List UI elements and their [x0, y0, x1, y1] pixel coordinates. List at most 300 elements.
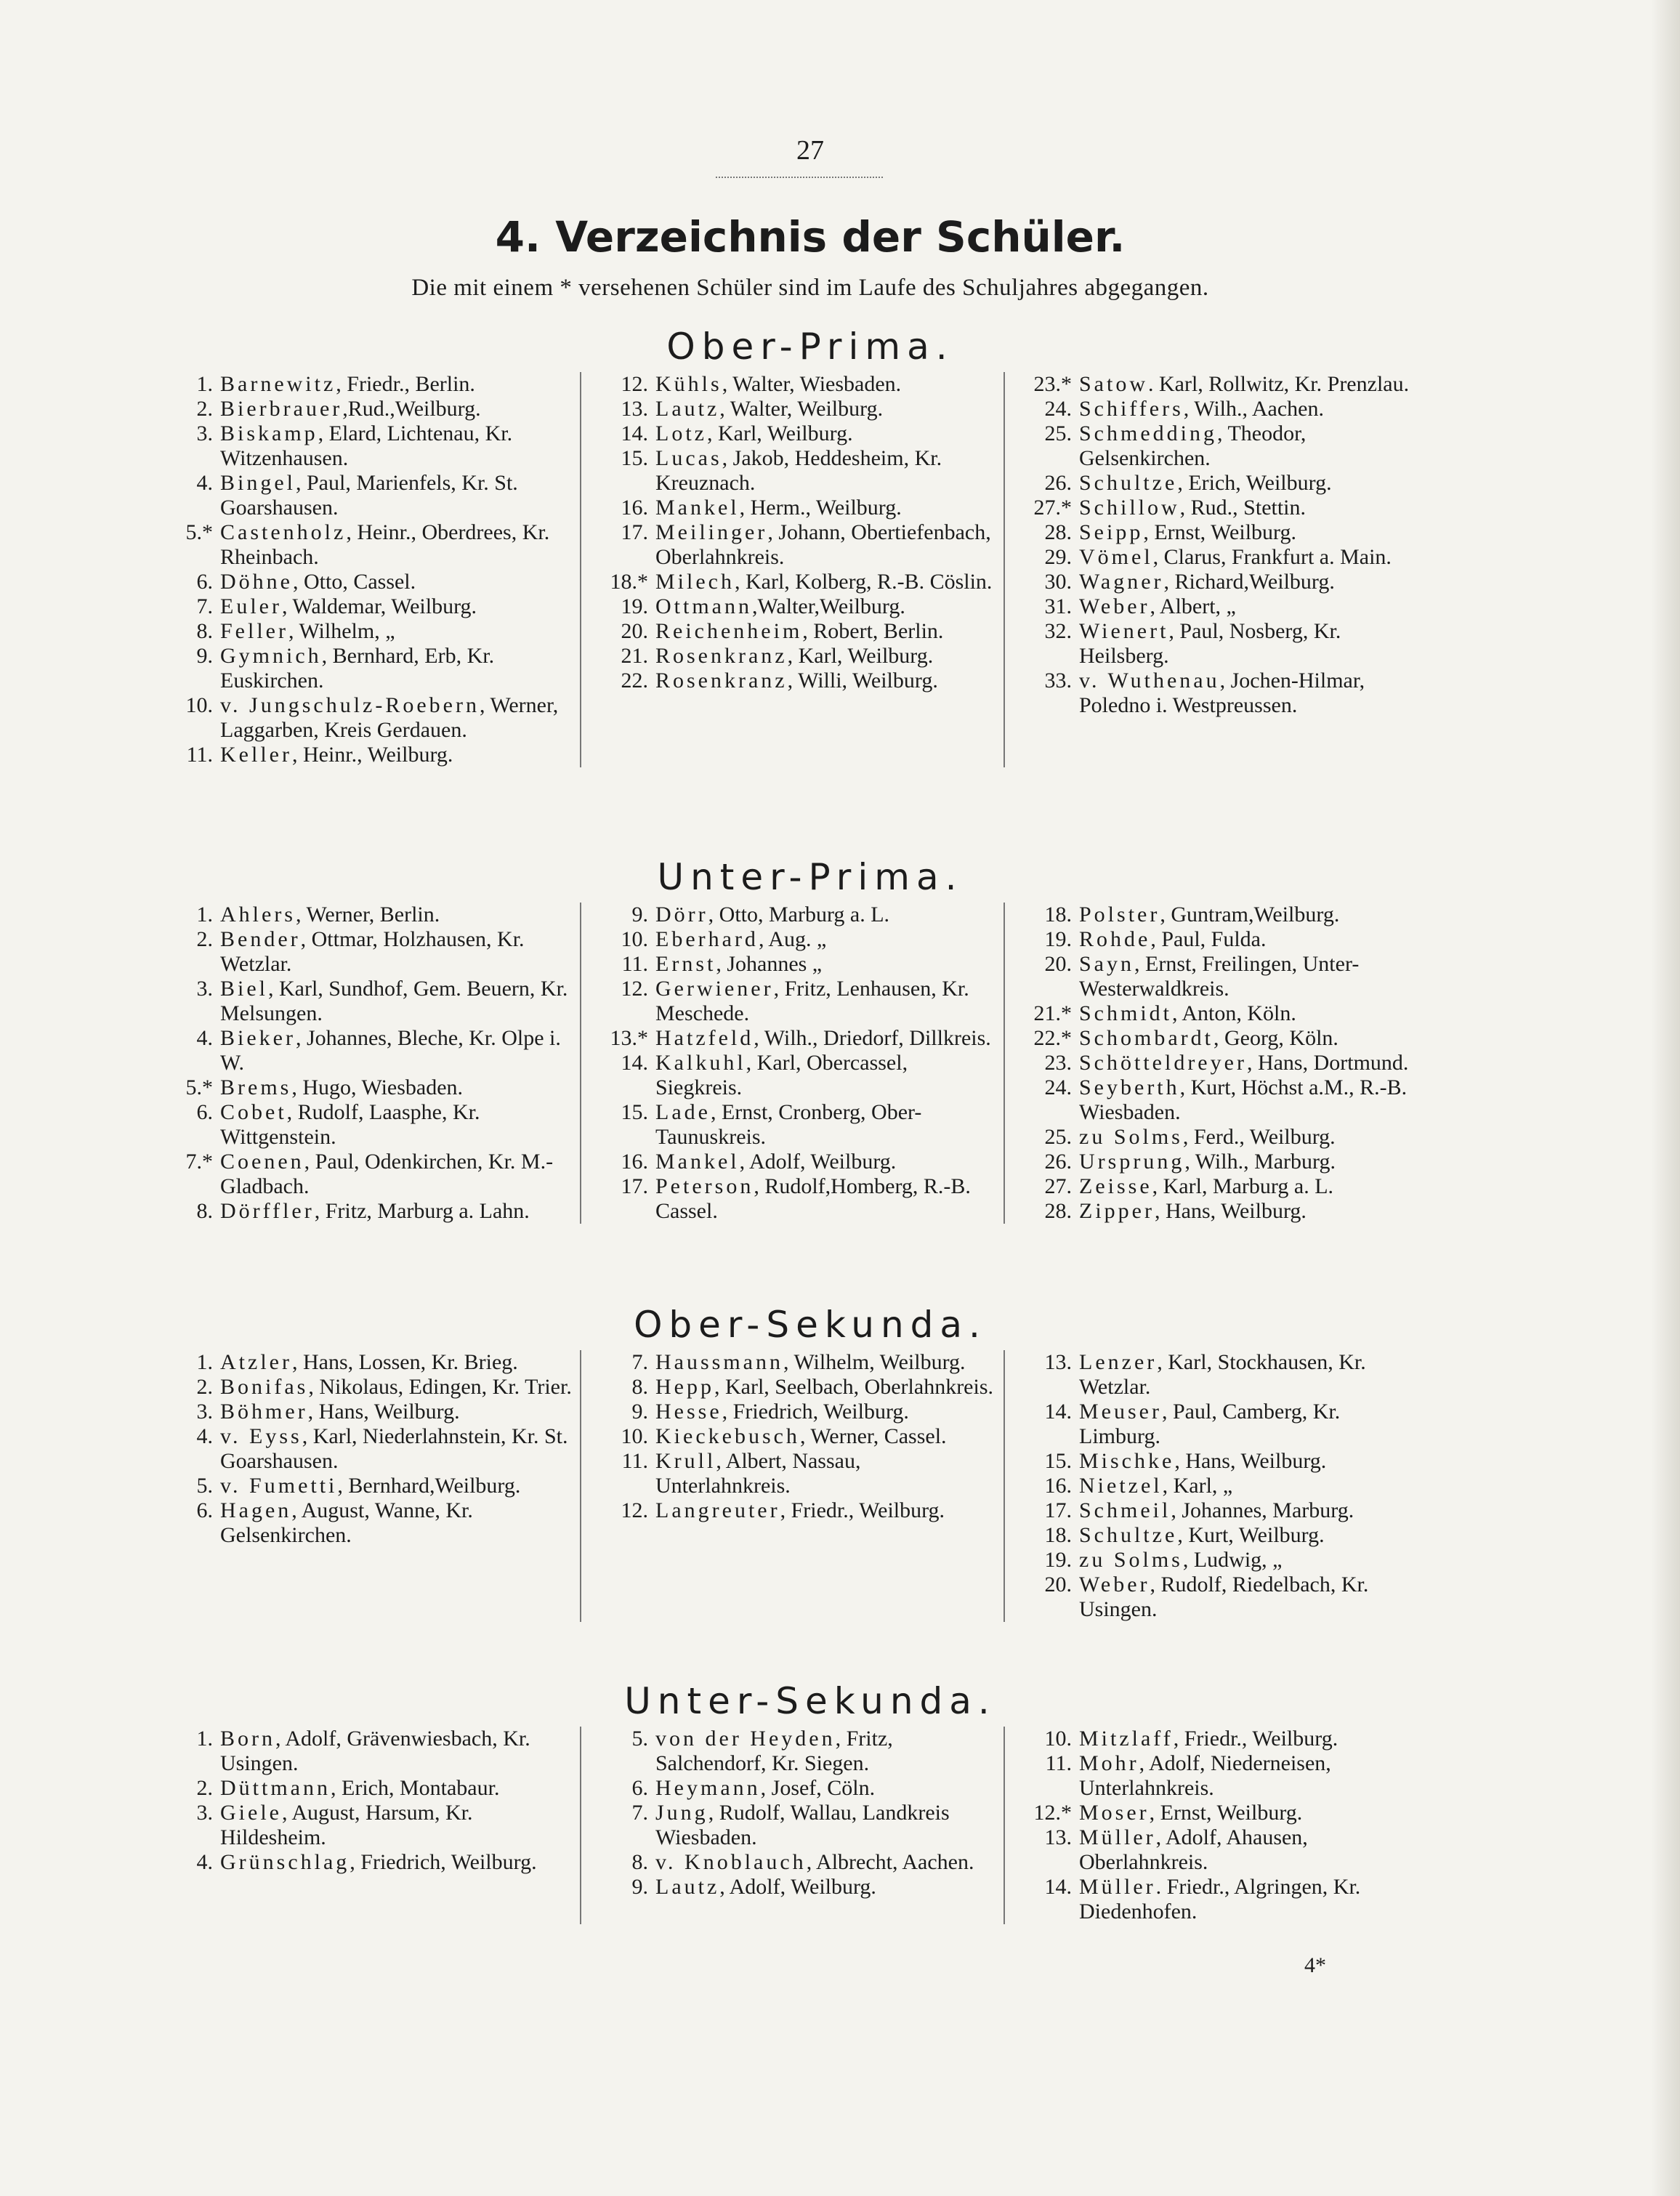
- student-surname: v. Fumetti: [220, 1474, 338, 1498]
- list-column: [1003, 903, 1427, 1224]
- list-item: [591, 1375, 998, 1400]
- entry-number: 12.: [621, 977, 648, 1001]
- student-details: , Jochen-Hilmar, Poledno i. Westpreussen.: [1079, 669, 1365, 717]
- list-item: [156, 743, 574, 767]
- student-surname: Born: [220, 1727, 275, 1751]
- student-surname: Weber: [1079, 594, 1150, 618]
- list-item: [1015, 1199, 1421, 1224]
- student-surname: v. Jungschulz-Roebern: [220, 693, 480, 717]
- student-surname: Milech: [655, 570, 735, 594]
- entry-number: 2.: [196, 1375, 213, 1399]
- student-details: ,Rud.,Weilburg.: [342, 397, 481, 421]
- student-details: , Friedr., Weilburg.: [1173, 1727, 1338, 1751]
- list-item: [156, 1400, 574, 1424]
- student-surname: Hagen: [220, 1498, 292, 1522]
- student-surname: Vömel: [1079, 545, 1153, 569]
- list-item: [156, 1474, 574, 1498]
- student-surname: Bieker: [220, 1026, 296, 1050]
- list-item: [156, 1850, 574, 1875]
- student-surname: Lotz: [655, 421, 707, 445]
- student-surname: Bingel: [220, 471, 296, 495]
- list-item: [1015, 1801, 1421, 1825]
- list-column: [580, 903, 1003, 1224]
- entry-number: 2.: [196, 927, 213, 951]
- student-details: , Adolf, Grävenwiesbach, Kr. Usingen.: [220, 1727, 530, 1775]
- entry-number: 6.: [196, 570, 213, 594]
- student-surname: Sayn: [1079, 952, 1134, 976]
- student-surname: Mankel: [655, 1150, 740, 1174]
- entry-number: 8.: [631, 1850, 648, 1874]
- student-details: , Adolf, Weilburg.: [739, 1150, 897, 1174]
- entry-number: 26.: [1044, 471, 1072, 495]
- entry-number: 14.: [1044, 1400, 1072, 1424]
- entry-number: 13.: [1044, 1825, 1072, 1849]
- student-surname: Barnewitz: [220, 372, 336, 396]
- student-details: , Friedr., Berlin.: [336, 372, 475, 396]
- entry-number: 11.: [186, 743, 213, 767]
- student-details: , Walter, Wiesbaden.: [722, 372, 902, 396]
- entry-number: 17.: [1044, 1498, 1072, 1522]
- student-surname: Schötteldreyer: [1079, 1051, 1247, 1075]
- section-heading-unter-prima: Unter-Prima.: [657, 856, 964, 898]
- student-surname: Ahlers: [220, 903, 296, 927]
- student-details: , Nikolaus, Edingen, Kr. Trier.: [308, 1375, 572, 1399]
- student-surname: zu Solms: [1079, 1125, 1183, 1149]
- student-details: , Josef, Cöln.: [760, 1776, 876, 1800]
- list-item: [591, 397, 998, 421]
- student-details: , Hans, Dortmund.: [1246, 1051, 1409, 1075]
- student-surname: Hepp: [655, 1375, 714, 1399]
- list-item: [156, 903, 574, 927]
- student-details: , Ernst, Freilingen, Unter-Westerwaldkreis.: [1079, 952, 1360, 1001]
- list-item: [591, 619, 998, 644]
- list-item: [1015, 1051, 1421, 1075]
- entry-number: 3.: [196, 1400, 213, 1424]
- list-item: [156, 1199, 574, 1224]
- list-item: [1015, 1125, 1421, 1150]
- student-details: , Paul, Fulda.: [1150, 927, 1267, 951]
- student-surname: Kühls: [655, 372, 722, 396]
- list-item: [1015, 421, 1421, 471]
- entry-number: 19.: [1044, 1548, 1072, 1572]
- student-details: , Rud., Stettin.: [1179, 496, 1307, 520]
- list-item: [156, 1100, 574, 1150]
- student-details: , Jakob, Heddesheim, Kr. Kreuznach.: [655, 446, 942, 495]
- entry-number: 20.: [1044, 1573, 1072, 1596]
- student-details: , Wilh., Marburg.: [1184, 1150, 1336, 1174]
- student-surname: Zipper: [1079, 1199, 1155, 1223]
- student-surname: von der Heyden: [655, 1727, 836, 1751]
- list-item: [1015, 545, 1421, 570]
- student-details: , Karl, Weilburg.: [787, 644, 934, 668]
- entry-number: 17.: [621, 520, 648, 544]
- student-details: , Elard, Lichtenau, Kr. Witzenhausen.: [220, 421, 513, 470]
- entry-number: 26.: [1044, 1150, 1072, 1174]
- entry-number: 13.: [1044, 1350, 1072, 1374]
- entry-number: 32.: [1044, 619, 1072, 643]
- entry-number: 19.: [621, 594, 648, 618]
- student-details: , Werner, Berlin.: [295, 903, 440, 927]
- list-item: [591, 927, 998, 952]
- list-item: [156, 1424, 574, 1474]
- list-item: [1015, 952, 1421, 1001]
- page-title: 4. Verzeichnis der Schüler.: [495, 212, 1126, 262]
- student-surname: Lautz: [655, 1875, 720, 1899]
- student-surname: Krull: [655, 1449, 716, 1473]
- section-list-unter-prima: [156, 903, 1428, 1224]
- student-details: , Karl, Weilburg.: [706, 421, 853, 445]
- student-surname: v. Knoblauch: [655, 1850, 807, 1874]
- student-details: , Heinr., Oberdrees, Kr. Rheinbach.: [220, 520, 550, 569]
- student-surname: Kalkuhl: [655, 1051, 746, 1075]
- student-surname: Kieckebusch: [655, 1424, 800, 1448]
- entry-number: 6.: [631, 1776, 648, 1800]
- student-surname: Dörffler: [220, 1199, 315, 1223]
- list-item: [156, 1075, 574, 1100]
- list-column: [156, 903, 580, 1224]
- student-surname: Haussmann: [655, 1350, 783, 1374]
- student-details: , Karl, Obercassel, Siegkreis.: [655, 1051, 908, 1099]
- entry-number: 10.: [621, 1424, 648, 1448]
- student-details: , Walter, Weilburg.: [719, 397, 884, 421]
- student-surname: Wagner: [1079, 570, 1164, 594]
- student-details: , Kurt, Weilburg.: [1177, 1523, 1325, 1547]
- student-surname: Mischke: [1079, 1449, 1175, 1473]
- student-surname: Schmedding: [1079, 421, 1217, 445]
- student-details: , Hans, Weilburg.: [1174, 1449, 1327, 1473]
- list-item: [591, 1026, 998, 1051]
- student-details: , Ferd., Weilburg.: [1182, 1125, 1336, 1149]
- student-details: , Rudolf,Homberg, R.-B. Cassel.: [655, 1174, 971, 1223]
- entry-number: 14.: [621, 1051, 648, 1075]
- student-surname: Coenen: [220, 1150, 304, 1174]
- section-list-ober-sekunda: [156, 1350, 1428, 1622]
- student-details: , Kurt, Höchst a.M., R.-B. Wiesbaden.: [1079, 1075, 1408, 1124]
- entry-number: 30.: [1044, 570, 1072, 594]
- list-item: [591, 1850, 998, 1875]
- entry-number: 6.: [196, 1498, 213, 1522]
- student-surname: Zeisse: [1079, 1174, 1152, 1198]
- student-details: , Karl, Niederlahnstein, Kr. St. Goarshausen.: [220, 1424, 568, 1473]
- student-surname: v. Eyss: [220, 1424, 302, 1448]
- student-surname: Schombardt: [1079, 1026, 1213, 1050]
- student-surname: Seyberth: [1079, 1075, 1180, 1099]
- student-details: , Adolf, Ahausen, Oberlahnkreis.: [1079, 1825, 1308, 1874]
- student-details: , Erich, Weilburg.: [1177, 471, 1332, 495]
- entry-number: 23.: [1044, 1051, 1072, 1075]
- entry-number: 14.: [1044, 1875, 1072, 1899]
- student-surname: Peterson: [655, 1174, 754, 1198]
- student-details: , Hans, Weilburg.: [1154, 1199, 1307, 1223]
- entry-number: 14.: [621, 421, 648, 445]
- student-surname: Polster: [1079, 903, 1160, 927]
- section-heading-ober-sekunda: Ober-Sekunda.: [634, 1304, 987, 1346]
- student-details: , Waldemar, Weilburg.: [281, 594, 477, 618]
- student-details: , Wilhelm, Weilburg.: [783, 1350, 966, 1374]
- entry-number: 15.: [621, 446, 648, 470]
- section-list-unter-sekunda: [156, 1727, 1428, 1924]
- student-surname: zu Solms: [1079, 1548, 1183, 1572]
- entry-number: 4.: [196, 471, 213, 495]
- student-surname: Döhne: [220, 570, 293, 594]
- student-details: , Rudolf, Wallau, Landkreis Wiesbaden.: [655, 1801, 950, 1849]
- entry-number: 25.: [1044, 421, 1072, 445]
- list-item: [1015, 1001, 1421, 1026]
- student-details: , Adolf, Niederneisen, Unterlahnkreis.: [1079, 1751, 1331, 1800]
- entry-number: 21.: [621, 644, 648, 668]
- list-column: [1003, 372, 1427, 767]
- entry-number: 16.: [1044, 1474, 1072, 1498]
- list-item: [1015, 372, 1421, 397]
- list-item: [591, 1051, 998, 1100]
- entry-number: 22.*: [1033, 1026, 1072, 1050]
- list-item: [591, 1424, 998, 1449]
- list-item: [156, 372, 574, 397]
- entry-number: 25.: [1044, 1125, 1072, 1149]
- student-details: , Paul, Marienfels, Kr. St. Goarshausen.: [220, 471, 518, 520]
- entry-number: 1.: [196, 1727, 213, 1751]
- page-edge-shadow: [1651, 0, 1680, 2196]
- student-details: , August, Harsum, Kr. Hildesheim.: [220, 1801, 473, 1849]
- list-column: [580, 1350, 1003, 1622]
- entry-number: 3.: [196, 1801, 213, 1825]
- student-details: ,Walter,Weilburg.: [752, 594, 905, 618]
- student-surname: Feller: [220, 619, 288, 643]
- list-item: [156, 1026, 574, 1075]
- entry-number: 18.*: [610, 570, 648, 594]
- student-surname: Schillow: [1079, 496, 1180, 520]
- list-item: [1015, 1174, 1421, 1199]
- entry-number: 16.: [621, 496, 648, 520]
- student-details: , August, Wanne, Kr. Gelsenkirchen.: [220, 1498, 473, 1547]
- student-details: , Otto, Cassel.: [292, 570, 416, 594]
- student-details: , Heinr., Weilburg.: [291, 743, 453, 767]
- entry-number: 22.: [621, 669, 648, 693]
- student-surname: Mohr: [1079, 1751, 1139, 1775]
- entry-number: 2.: [196, 397, 213, 421]
- student-surname: Eberhard: [655, 927, 759, 951]
- student-surname: Lucas: [655, 446, 722, 470]
- entry-number: 7.: [631, 1801, 648, 1825]
- student-details: , Karl, Sundhof, Gem. Beuern, Kr. Melsungen.: [220, 977, 568, 1025]
- entry-number: 5.*: [185, 520, 213, 544]
- student-surname: Gerwiener: [655, 977, 774, 1001]
- list-item: [591, 669, 998, 693]
- entry-number: 24.: [1044, 397, 1072, 421]
- list-column: [580, 372, 1003, 767]
- student-details: , Robert, Berlin.: [802, 619, 944, 643]
- student-surname: Ottmann: [655, 594, 752, 618]
- student-surname: v. Wuthenau: [1079, 669, 1220, 693]
- student-surname: Nietzel: [1079, 1474, 1163, 1498]
- list-item: [1015, 397, 1421, 421]
- signature-mark: 4*: [1304, 1953, 1326, 1977]
- student-surname: Atzler: [220, 1350, 292, 1374]
- entry-number: 2.: [196, 1776, 213, 1800]
- student-details: , Karl, „: [1162, 1474, 1233, 1498]
- entry-number: 4.: [196, 1026, 213, 1050]
- entry-number: 12.*: [1033, 1801, 1072, 1825]
- list-item: [156, 570, 574, 594]
- list-item: [591, 1498, 998, 1523]
- student-details: , Karl, Seelbach, Oberlahnkreis.: [714, 1375, 994, 1399]
- section-heading-ober-prima: Ober-Prima.: [666, 326, 954, 368]
- student-details: , Fritz, Lenhausen, Kr. Meschede.: [655, 977, 969, 1025]
- list-column: [156, 1350, 580, 1622]
- page-number: 27: [796, 135, 824, 166]
- student-surname: Jung: [655, 1801, 708, 1825]
- student-details: , Theodor, Gelsenkirchen.: [1079, 421, 1307, 470]
- entry-number: 29.: [1044, 545, 1072, 569]
- entry-number: 6.: [196, 1100, 213, 1124]
- list-item: [156, 644, 574, 693]
- student-surname: Reichenheim: [655, 619, 803, 643]
- list-column: [156, 1727, 580, 1924]
- entry-number: 4.: [196, 1424, 213, 1448]
- student-surname: Grünschlag: [220, 1850, 350, 1874]
- student-surname: Meilinger: [655, 520, 768, 544]
- list-item: [156, 693, 574, 743]
- student-details: , Johannes, Bleche, Kr. Olpe i. W.: [220, 1026, 561, 1075]
- student-surname: Rosenkranz: [655, 669, 788, 693]
- student-surname: Lautz: [655, 397, 720, 421]
- entry-number: 4.: [196, 1850, 213, 1874]
- student-details: , Erich, Montabaur.: [331, 1776, 500, 1800]
- list-item: [1015, 1449, 1421, 1474]
- student-surname: Seipp: [1079, 520, 1144, 544]
- list-item: [591, 1400, 998, 1424]
- student-details: , Fritz, Marburg a. Lahn.: [314, 1199, 530, 1223]
- list-item: [156, 594, 574, 619]
- list-item: [591, 903, 998, 927]
- student-surname: Rohde: [1079, 927, 1151, 951]
- student-surname: Biskamp: [220, 421, 318, 445]
- list-item: [591, 496, 998, 520]
- student-details: . Friedr., Algringen, Kr. Diedenhofen.: [1079, 1875, 1361, 1923]
- section-list-ober-prima: [156, 372, 1428, 767]
- student-surname: Wienert: [1079, 619, 1169, 643]
- list-column: [1003, 1350, 1427, 1622]
- entry-number: 21.*: [1033, 1001, 1072, 1025]
- student-surname: Schiffers: [1079, 397, 1184, 421]
- entry-number: 16.: [621, 1150, 648, 1174]
- student-details: , Paul, Nosberg, Kr. Heilsberg.: [1079, 619, 1341, 668]
- student-details: , Karl, Kolberg, R.-B. Cöslin.: [734, 570, 993, 594]
- list-item: [591, 594, 998, 619]
- list-item: [591, 952, 998, 977]
- entry-number: 7.: [196, 594, 213, 618]
- student-details: , Herm., Weilburg.: [739, 496, 902, 520]
- entry-number: 5.: [631, 1727, 648, 1751]
- list-item: [591, 421, 998, 446]
- entry-number: 5.: [196, 1474, 213, 1498]
- student-surname: Keller: [220, 743, 292, 767]
- student-surname: Schmidt: [1079, 1001, 1173, 1025]
- list-item: [1015, 1523, 1421, 1548]
- student-surname: Hatzfeld: [655, 1026, 754, 1050]
- student-surname: Bierbrauer: [220, 397, 343, 421]
- student-details: , Wilhelm, „: [288, 619, 395, 643]
- student-details: , Albert, „: [1150, 594, 1236, 618]
- list-item: [1015, 1498, 1421, 1523]
- entry-number: 23.*: [1033, 372, 1072, 396]
- list-item: [1015, 1026, 1421, 1051]
- student-surname: Giele: [220, 1801, 282, 1825]
- student-details: , Rudolf, Laasphe, Kr. Wittgenstein.: [220, 1100, 480, 1149]
- student-details: , Johannes „: [716, 952, 823, 976]
- list-item: [1015, 1474, 1421, 1498]
- list-item: [156, 1498, 574, 1548]
- entry-number: 24.: [1044, 1075, 1072, 1099]
- student-surname: Mankel: [655, 496, 740, 520]
- student-details: , Ludwig, „: [1182, 1548, 1283, 1572]
- entry-number: 20.: [1044, 952, 1072, 976]
- list-item: [156, 1375, 574, 1400]
- entry-number: 18.: [1044, 1523, 1072, 1547]
- student-details: , Georg, Köln.: [1213, 1026, 1338, 1050]
- student-surname: Mitzlaff: [1079, 1727, 1174, 1751]
- student-surname: Moser: [1079, 1801, 1150, 1825]
- list-item: [591, 1776, 998, 1801]
- list-item: [156, 471, 574, 520]
- student-surname: Bonifas: [220, 1375, 309, 1399]
- student-surname: Meuser: [1079, 1400, 1162, 1424]
- list-item: [1015, 1573, 1421, 1622]
- list-column: [156, 372, 580, 767]
- student-surname: Langreuter: [655, 1498, 780, 1522]
- student-surname: Hesse: [655, 1400, 722, 1424]
- student-details: , Karl, Stockhausen, Kr. Wetzlar.: [1079, 1350, 1366, 1399]
- entry-number: 20.: [621, 619, 648, 643]
- student-details: , Bernhard,Weilburg.: [337, 1474, 521, 1498]
- student-details: , Hugo, Wiesbaden.: [291, 1075, 464, 1099]
- entry-number: 27.: [1044, 1174, 1072, 1198]
- entry-number: 7.: [631, 1350, 648, 1374]
- entry-number: 3.: [196, 421, 213, 445]
- student-details: , Ottmar, Holzhausen, Kr. Wetzlar.: [220, 927, 525, 976]
- list-item: [1015, 619, 1421, 669]
- section-heading-unter-sekunda: Unter-Sekunda.: [624, 1680, 996, 1722]
- list-item: [1015, 594, 1421, 619]
- entry-number: 33.: [1044, 669, 1072, 693]
- entry-number: 15.: [621, 1100, 648, 1124]
- student-surname: Ursprung: [1079, 1150, 1185, 1174]
- student-details: , Richard,Weilburg.: [1163, 570, 1335, 594]
- list-item: [1015, 471, 1421, 496]
- student-surname: Rosenkranz: [655, 644, 788, 668]
- student-surname: Biel: [220, 977, 268, 1001]
- entry-number: 13.*: [610, 1026, 648, 1050]
- list-item: [156, 397, 574, 421]
- student-surname: Heymann: [655, 1776, 761, 1800]
- list-item: [1015, 520, 1421, 545]
- list-item: [591, 977, 998, 1026]
- list-item: [591, 1875, 998, 1900]
- entry-number: 28.: [1044, 520, 1072, 544]
- student-details: , Clarus, Frankfurt a. Main.: [1152, 545, 1392, 569]
- student-details: , Friedrich, Weilburg.: [722, 1400, 909, 1424]
- student-surname: Brems: [220, 1075, 292, 1099]
- student-surname: Lade: [655, 1100, 711, 1124]
- list-item: [1015, 1150, 1421, 1174]
- entry-number: 17.: [621, 1174, 648, 1198]
- student-surname: Gymnich: [220, 644, 322, 668]
- list-item: [1015, 903, 1421, 927]
- student-details: , Fritz, Salchendorf, Kr. Siegen.: [655, 1727, 893, 1775]
- student-surname: Weber: [1079, 1573, 1150, 1596]
- list-item: [591, 372, 998, 397]
- list-item: [1015, 1400, 1421, 1449]
